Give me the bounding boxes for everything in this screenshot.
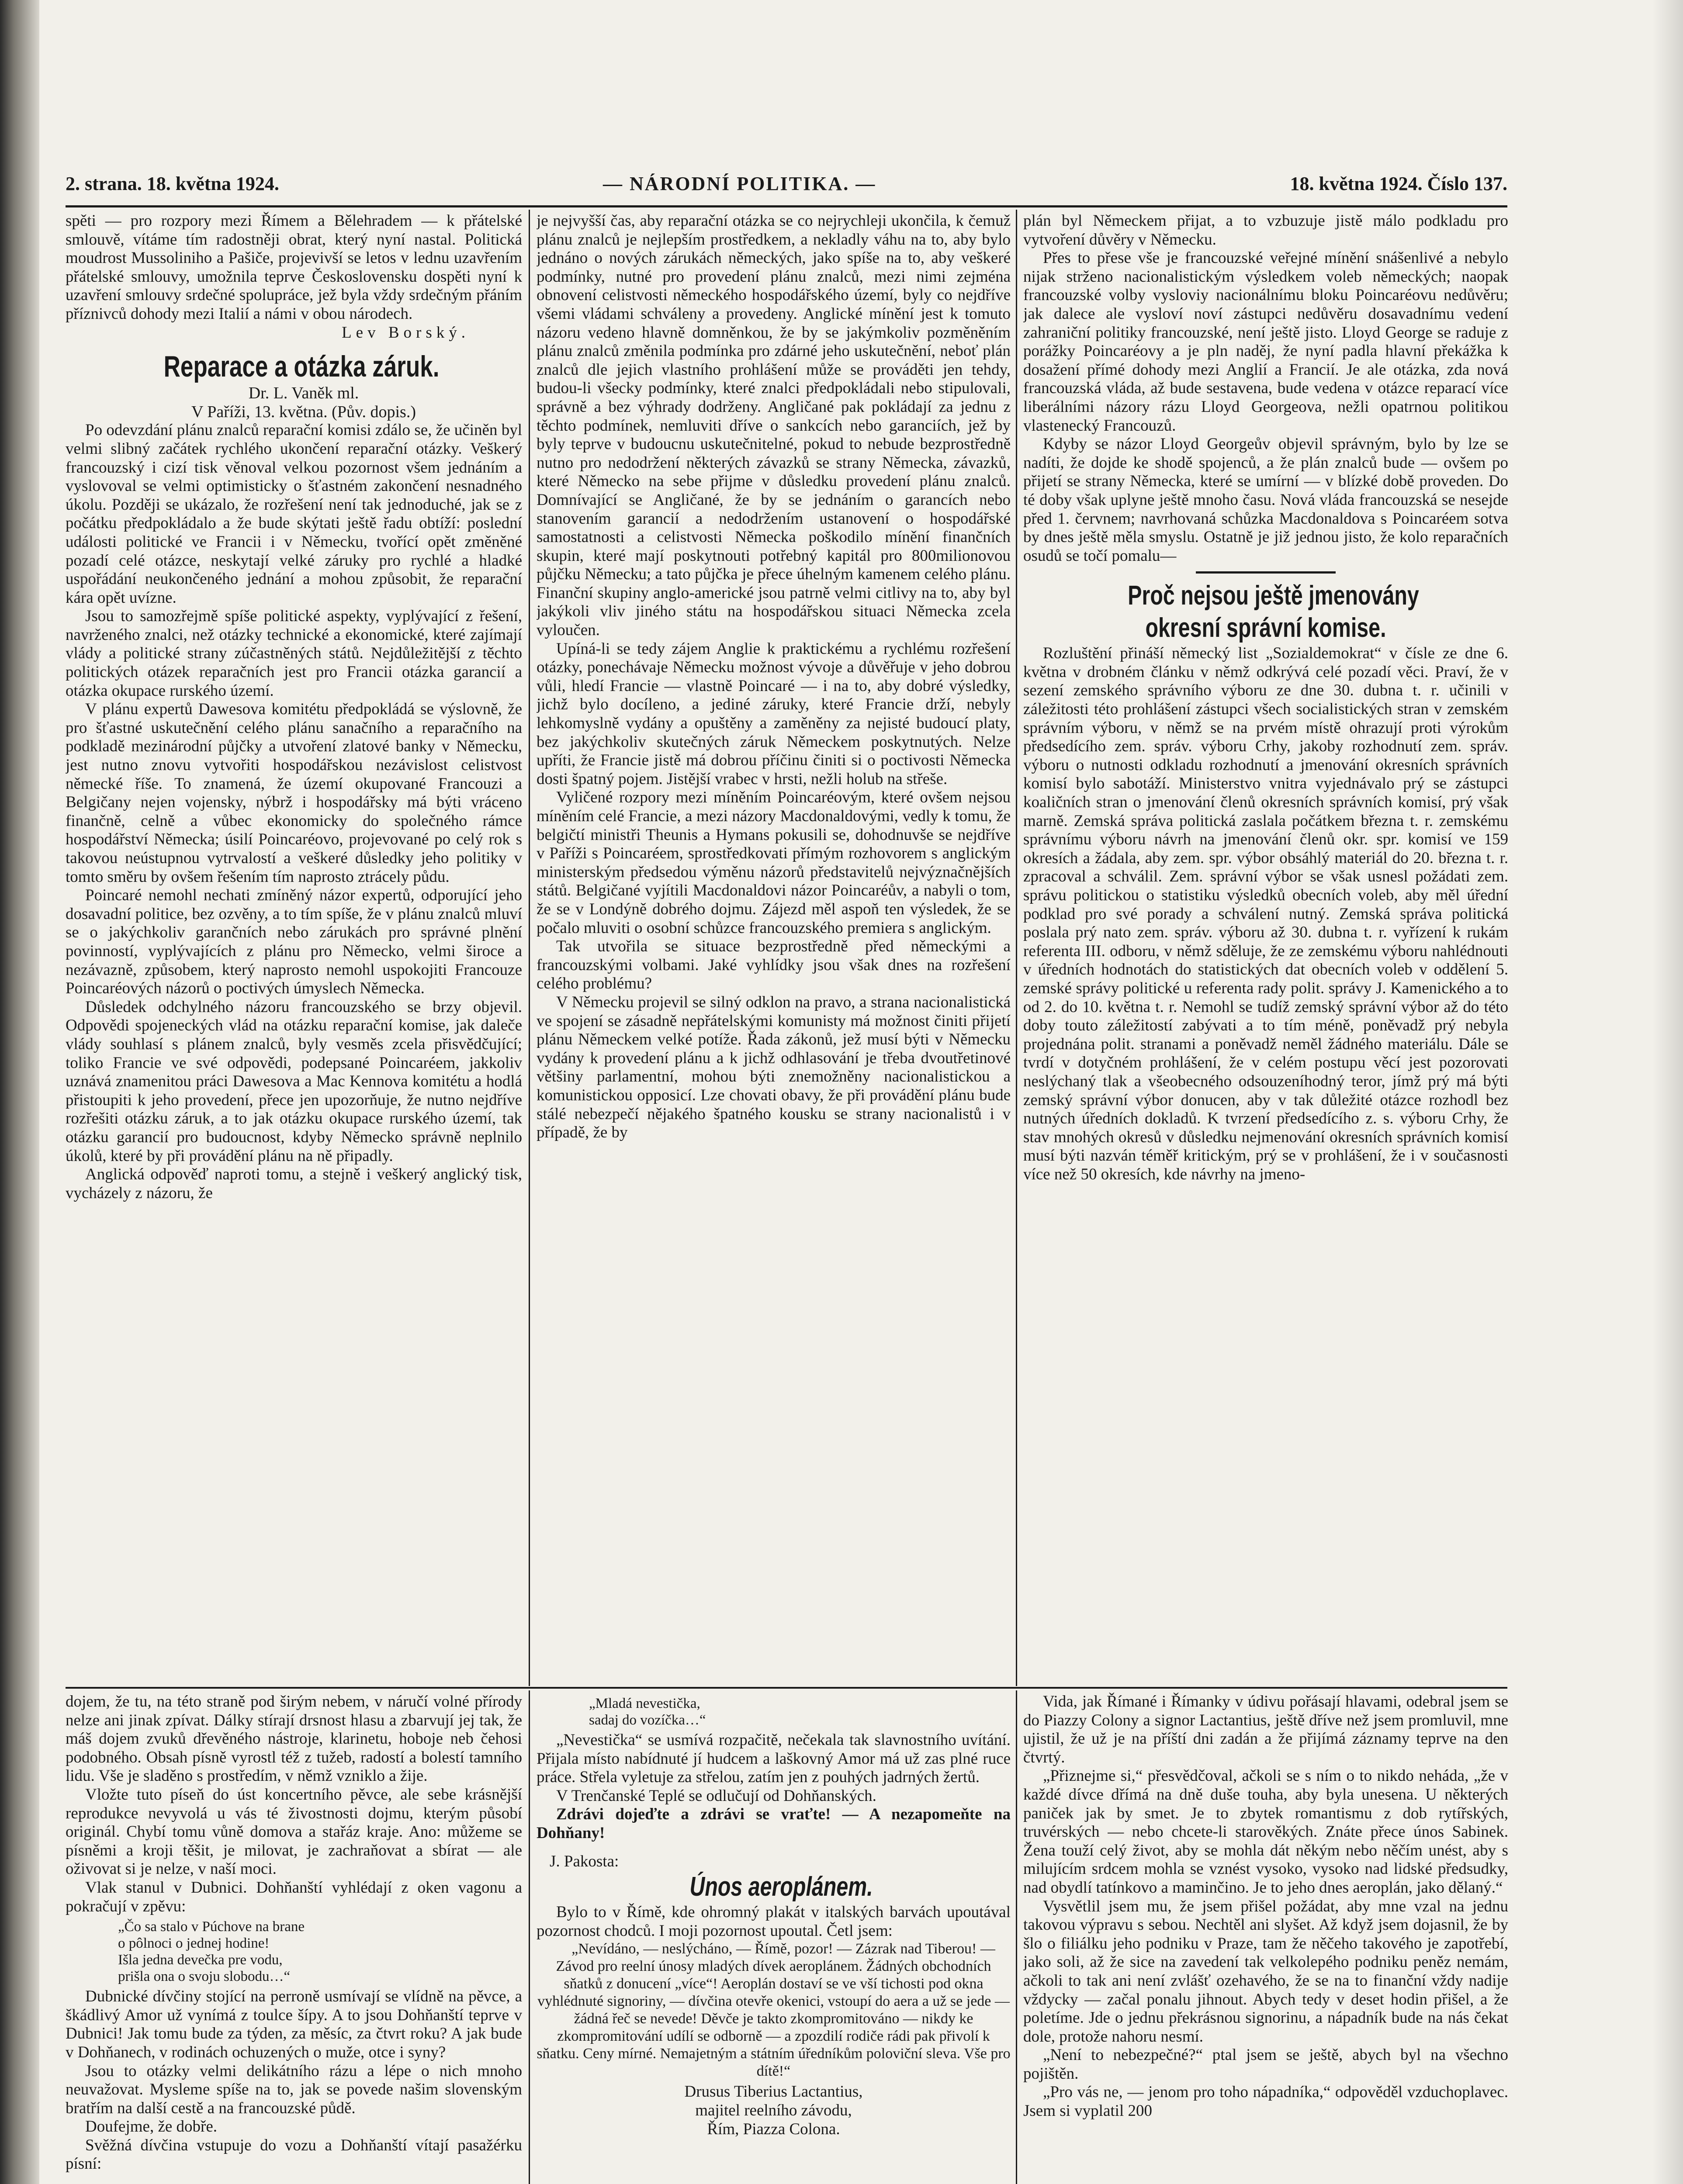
header-page-date: 2. strana. 18. května 1924. (66, 173, 279, 194)
column-3 (1023, 212, 1508, 1684)
headline-unos-aeroplanem: Únos aeroplánem. (689, 1872, 873, 1902)
song-verse (118, 1918, 522, 1985)
song-verse (589, 1695, 1011, 1728)
byline-author: Dr. L. Vaněk ml. (248, 384, 359, 403)
verse-line: sadaj do vozíčka…“ (589, 1712, 706, 1728)
verse-line: o pôlnoci o jednej hodine! (118, 1935, 270, 1952)
article-signature: Lev Borský. (342, 323, 470, 342)
paragraph: V plánu expertů Dawesova komitétu předpokládá se výslovně, že pro šťastné uskutečnění celého plánu sanačního a reparačního na podkladě mezinárodní půjčky a utvoření zlatové banky v Německu, jest nutno znovu vytvořiti hospodářskou nezávislost celistvost německé říše. To znamená, že území okupované Francouzi a Belgičany nejen vojensky, nýbrž i hospodářsky má býti vráceno finančně, celně a vůbec ekonomicky do společného rámce hospodářství Německa; úsilí Poincaréovo, projevované po celý rok s takovou neústupnou vytrvalostí a veškeré důsledky jeho politiky v tomto směru by ovšem řešením tím naprosto ztrácely půdu. (66, 700, 522, 886)
paragraph: V Německu projevil se silný odklon na pravo, a strana nacionalistická ve spojení se zásadně nepřátelskými komunisty má možnost činiti přijetí plánu Německem velké potíže. Řada zákonů, jež musí býti v Německu vydány k provedení plánu a k jichž odhlasování je třeba dvoutřetinové většiny parlamentní, mohou býti znemožněny nacionalistickou a komunistickou opposicí. Lze chovati obavy, že při provádění plánu bude stálé nebezpečí nějakého špatného kousku se strany nacionalistů i v případě, že by (537, 993, 1011, 1142)
page-binding-edge (0, 0, 39, 2184)
paragraph: Kdyby se názor Lloyd Georgeův objevil správným, bylo by lze se nadíti, že dojde ke shodě spojenců, a že plán znalců bude — ovšem po přijetí se strany Německa, které se umírní — v blízké době proveden. Do té doby však uplyne ještě mnoho času. Nová vláda francouzská se nesejde před 1. červnem; navrhovaná schůzka Macdonaldova s Poincaréem sotva by dnes ještě měla smyslu. Ostatně je již jednou jisto, že kolo reparačních osudů se točí pomalu— (1023, 435, 1508, 565)
page-header (66, 173, 1507, 203)
verse-line: „Čo sa stalo v Púchove na brane (118, 1919, 305, 1935)
paragraph: Vida, jak Římané i Římanky v údivu pořásají hlavami, odebral jsem se do Piazzy Colony a signor Lactantius, ještě dříve než jsem promluvil, mne ujistil, že už je na příští dni zadán a že přijímá záznamy teprve na den čtvrtý. (1023, 1693, 1508, 1766)
paragraph: Důsledek odchylného názoru francouzského se brzy objevil. Odpovědi spojeneckých vlád na otázku reparační komise, jak daleče vlády souhlasí s plánem znalců, byly vesměs zcela přisvědčující; toliko Francie ve své odpovědi, podepsané Poincaréem, jakkoliv uznává znamenitou práci Dawesova a Mac Kennova komitétu a hodlá přistoupiti k jeho provedení, přece jen upozorňuje, že nutno nejdříve rozřešiti otázku záruk, a to jak otázku okupace rurského území, tak otázku garancií pro budoucnost, kdyby Německo správně neplnilo úkolů, které by při provádění plánu na ně připadly. (66, 998, 522, 1165)
paragraph: Tak utvořila se situace bezprostředně před německými a francouzskými volbami. Jaké vyhlídky jsou však dnes na rozřešení celého problému? (537, 937, 1011, 993)
feuilleton-column-2 (537, 1693, 1011, 2184)
paragraph: „Nevestička“ se usmívá rozpačitě, nečekala tak slavnostního uvítání. Přijala místo nabídnuté jí hudcem a laškovný Amor má už zas plné ruce práce. Střela vyletuje za střelou, zatím jen z pouhých jadrných žertů. (537, 1731, 1011, 1787)
paragraph: Svěžná dívčina vstupuje do vozu a Dohňanští vítají pasažérku písní: (66, 2136, 522, 2173)
column-divider-3 (529, 1690, 530, 2184)
feuilleton-column-3 (1023, 1693, 1508, 2184)
paragraph: Vyličené rozpory mezi míněním Poincaréovým, které ovšem nejsou míněním celé Francie, a mezi názory Macdonaldovými, vedly k tomu, že belgičtí ministři Theunis a Hymans pokusili se, dohodnuvše se nejdříve v Paříži s Poincaréem, sprostředkovati přímým rozhovorem s anglickým ministerským předsedou výměnu názorů představitelů nejvýznačnějších států. Belgičané vyjítili Macdonaldovi názor Poincaréův, a nabyli o tom, že se v Londýně dobrého dojmu. Zájezd měl aspoň ten výsledek, že se počalo mluviti o osobní schůzce francouzského premiera s anglickým. (537, 788, 1011, 937)
dateline: V Paříži, 13. května. (Pův. dopis.) (191, 402, 416, 421)
paragraph: Upíná-li se tedy zájem Anglie k praktickému a rychlému rozřešení otázky, ponechávaje Německu možnost vývoje a důvěřuje v jeho dobrou vůli, hledí Francie — vlastně Poincaré — i na to, aby dobré výsledky, jichž bylo docíleno, a jediné záruky, které Francie drží, nebyly lehkomyslně vydány a opuštěny a zaměněny za nejisté budoucí platy, bez jakýchkoliv skutečných záruk Německem poskytnutých. Nelze upříti, že Francie jistě má dobrou příčinu činiti si o poctivosti Německa dosti špatný pojem. Jistější vrabec v hrsti, nežli holub na střeše. (537, 639, 1011, 788)
masthead-title: — NÁRODNÍ POLITIKA. — (603, 173, 876, 194)
column-divider-1 (529, 210, 530, 1686)
paragraph: dojem, že tu, na této straně pod širým nebem, v náručí volné přírody nelze ani jinak zpívat. Dálky stírají drsnost hlasu a zbarvují jej tak, že máš dojem zvuků dřevěného nástroje, klarinetu, hoboje neb čehosi podobného. Obsah písně vyrostl též z tužeb, radostí a bolestí tamního lidu. Vše je sladěno s prostředím, v němž vzniklo a žije. (66, 1693, 522, 1785)
signature-line: Drusus Tiberius Lactantius, (684, 2083, 863, 2101)
article-continuation: spěti — pro rozpory mezi Římem a Bělehradem — k přátelské smlouvě, vítáme tím radostněji obrat, který nyní nastal. Politická moudrost Mussoliniho a Pašiče, projevivší se letos v lednu uzavřením přátelské smlouvy, umožnila teprve Československu dospěti nyní k uzavření smlouvy srdečné spolupráce, jež byla vždy srdečným přáním příznivců dohody mezi Italií a námi v obou národech. (66, 212, 522, 323)
paragraph: je nejvyšší čas, aby reparační otázka se co nejrychleji ukončila, k čemuž plánu znalců je nejlepším prostředkem, a nekladly váhu na to, aby bylo jednáno o nových zárukách německých, jako spíše na to, aby veškeré podmínky, nutné pro provedení plánu znalců, mezi nimi zejména obnovení celistvosti německého hospodářského území, byly co nejdříve všemi vládami schváleny a provedeny. Anglické mínění jest k tomuto názoru vedeno hlavně domněnkou, že by se jakýmkoliv pozměněním plánu znalců změnila podmínka pro zdárné jeho uskutečnění, neboť plán znalců dle jejich vlastního prohlášení může se prováděti jen tehdy, budou-li všecky podmínky, které znalci předpokládali nebo stipulovali, správně a bez výhrady dodrženy. Angličané pak pokládají za jednu z těchto podmínek, nemluviti dříve o sankcích nebo garanciích, jež by byly teprve v budoucnu uskutečnitelné, pokud to nebude bezprostředně nutno pro nedodržení některých závazků se strany Německa, závazků, které Německo na sebe přijme v důsledku provedení plánu znalců. Domnívající se Angličané, že by se jednáním o garancích nebo stanovením garancií a nedodržením ustanovení o hospodářské samostatnosti a celistvosti Německa poškodilo mínění finančních skupin, které mají poskytnouti potřebný kapitál pro 800milionovou půjčku Německu; a tato půjčka je přece úhelným kamenem celého plánu. Finanční skupiny anglo-americké jsou patrně velmi citlivy na to, aby byl jakýkoli vliv jiného státu na hospodářskou situaci Německa zcela vyloučen. (537, 212, 1011, 639)
paragraph: Zdrávi dojeďte a zdrávi se vraťte! — A nezapomeňte na Dohňany! (537, 1805, 1011, 1842)
verse-line: Išla jedna devečka pre vodu, (118, 1952, 283, 1968)
paragraph: Rozluštění přináší německý list „Sozialdemokrat“ v čísle ze dne 6. května v drobném článku v němž odkrývá celé pozadí věci. Praví, že v sezení zemského správního výboru ze dne 30. dubna t. r. učinili v záležitosti této prohlášení zástupci všech socialistických stran v zemském správním výboru, v němž se na prvém místě ohrazují proti výrokům předsedícího zem. správ. výboru Crhy, jakoby rozhodnutí zem. správ. výboru o nutnosti odkladu rozhodnutí a jmenování okresních správních komisí bylo sabotáží. Ministerstvo vnitra vyjednávalo prý se zástupci koaličních stran o jmenování členů okresních správních komisí, prý však marně. Zemská správa politická zaslala počátkem března t. r. zemskému správnímu výboru návrh na jmenování členů okr. spr. komisí ve 159 okresích a žádala, aby zem. spr. výbor obsáhlý materiál do 20. března t. r. zpracoval a schválil. Zem. správní výbor se však usnesl požádati zem. správu politickou o statistiku výsledků obecních voleb, aby měl úřední podklad pro své porady a schválení nutný. Zemská správa politická poslala prý nato zem. správ. výboru až 30. dubna t. r. vyřízení k rukám referenta III. odboru, v němž sděluje, že ze zemskému výboru nahlédnouti v úředních hodnotách do statistických dat obecních voleb v oddělení 5. zemské správy politické u referenta rady polit. správy J. Kamenického a to od 2. do 10. května t. r. Nemohl se tudíž zemský správní výbor až do této doby touto záležitostí zabývati a to tím méně, poněvadž prý nebyla projednána polit. stranami a poněvadž neměl žádného materiálu. Dále se tvrdí v dotyčném prohlášení, že v celém postupu věcí jest pozorovati neslýchaný tlak a všeobecného odsouzeníhodný teror, jímž prý má býti zemský správní výbor donucen, aby v tak důležité otázce rozhodl bez nutných úředních dokladů. K tvrzení předsedícího z. s. výboru Crhy, že stav mnohých okresů v důsledku nejmenování okresních správních komisí musí býti nazván téměř kritickým, prý se v prohlášení, že i v současnosti více než 50 okresích, kde návrhy na jmeno- (1023, 644, 1508, 1183)
column-divider-4 (1016, 1690, 1017, 2184)
header-rule (66, 205, 1507, 207)
verse-line: „Mladá nevestička, (589, 1696, 700, 1711)
page-edge-shadow (1652, 0, 1683, 2184)
column-1 (66, 212, 522, 1684)
paragraph: „Pro vás ne, — jenom pro toho nápadníka,“ odpověděl vzduchoplavec. Jsem si vyplatil 200 (1023, 2083, 1508, 2120)
paragraph: Vložte tuto píseň do úst koncertního pěvce, ale sebe krásnější reprodukce nevyvolá u vás té živostnosti dojmu, kterým působí originál. Chybí tomu vůně domova a stařáz kraje. Ano: můžeme se písněmi a kroji těšit, je milovat, je zachraňovat a sbírat — ale oživovat si je nelze, v naší moci. (66, 1785, 522, 1878)
paragraph: V Trenčanské Teplé se odlučují od Dohňanských. (556, 1787, 876, 1805)
verse-line: prišla ona o svoju slobodu…“ (118, 1969, 291, 1985)
column-divider-2 (1016, 210, 1017, 1686)
feuilleton-column-1 (66, 1693, 522, 2184)
paragraph: Jsou to otázky velmi delikátního rázu a lépe o nich mnoho neuvažovat. Mysleme spíše na to, jak se povede našim slovenským bratřím na další cestě a na francouzské půdě. (66, 2062, 522, 2117)
poster-signature (537, 2083, 1011, 2139)
feuilleton-rule (66, 1687, 1507, 1689)
paragraph: „Přiznejme si,“ přesvědčoval, ačkoli se s ním o to nikdo neháda, „že v každé dívce dřímá na dně duše touha, aby byla unesena. U některých paniček jak by smet. Je to zbytek romantismu z dob rytířských, truvérských — nebo chcete-li starověkých. Znáte přece únos Sabinek. Žena touží celý život, aby se mohla dát někým nebo něčím unést, aby s milujícím srdcem mohla se vznést vysoko, vysoko nad lidské předsudky, nad obydlí tatínkovo a maminčino. Je to jeho dnes aeroplán, jako dělaný.“ (1023, 1767, 1508, 1897)
column-2 (537, 212, 1011, 1684)
paragraph: Vysvětlil jsem mu, že jsem přišel požádat, aby mne vzal na jednu takovou výpravu s sebou. Nechtěl ani slyšet. Až když jsem dojasnil, že by šlo o filiálku jeho podniku v Praze, tam že něčeho takového je zapotřebí, jako soli, až že sice na zavedení tak velkolepého podniku peněz nemám, ačkoli to tak ani není zvlášť ozehavého, že se na to finanční vždy nadije vždycky — začal ponalu jihnout. Abych tedy v deset hodin přišel, a že poletíme. Jde o jednu překrásnou signorinu, a nápadník bude na nás čekat dole, protože nahoru nesmí. (1023, 1897, 1508, 2046)
paragraph: Po odevzdání plánu znalců reparační komisi zdálo se, že učiněn byl velmi slibný začátek rychlého ukončení reparační otázky. Veškerý francouzský i cizí tisk věnoval velkou pozornost všem jednáním a vyslovoval se velmi optimisticky o šťastném zakončení nesnadného úkolu. Později se ukázalo, že rozřešení není tak jednoduché, jak se z počátku předpokládalo a že bude skýtati ještě řadu obtíží: poslední události politické ve Francii i v Německu, tvořící opět změněné pozadí celé otázce, neskytají velké záruky pro rychlé a hladké uspořádání neukončeného jednání a mohou způsobit, že reparační kára opět uvízne. (66, 421, 522, 607)
paragraph: Poincaré nemohl nechati zmíněný názor expertů, odporující jeho dosavadní politice, bez ozvěny, a to tím spíše, že v plánu znalců mluví se o jakýchkoliv garančních nebo zárukách pro správné plnění povinností, vyplývajících z plánu pro Německo, velmi široce a nezávazně, způsobem, který naprosto nemohl uspokojiti Francouze Poincaréových názorů o poctivých úmyslech Německa. (66, 886, 522, 998)
paragraph: Bylo to v Římě, kde ohromný plakát v italských barvách upoutával pozornost chodců. I moji pozornost upoutal. Četl jsem: (537, 1903, 1011, 1940)
headline-reparace: Reparace a otázka záruk. (163, 350, 440, 384)
paragraph: Vlak stanul v Dubnici. Dohňanští vyhlédají z oken vagonu a pokračují v zpěvu: (66, 1878, 522, 1915)
header-issue-number: 18. května 1924. Číslo 137. (1290, 173, 1507, 194)
poster-text: „Nevídáno, — neslýcháno, — Římě, pozor! — Zázrak nad Tiberou! — Závod pro reelní únosy mladých dívek aeroplánem. Žádných obchodních sňatků z donucení „více“! Aeroplán dostaví se ve vší tichosti pod okna vyhlédnuté signoriny, — dívčina otevře okenici, vstoupí do aera a už se jede — žádná řeč se nevede! Děvče je takto zkompromitováno — nikdy ke zkompromitování udílí se odborně — a zpozdilí rodiče rádi pak přivolí k sňatku. Ceny mírné. Nemajetným a státním úředníkům poloviční sleva. Vše pro dítě!“ (537, 1941, 1011, 2080)
section-separator (1196, 571, 1336, 574)
feuilleton-author: J. Pakosta: (550, 1852, 619, 1870)
signature-line: Řím, Piazza Colona. (707, 2120, 840, 2138)
paragraph: Dubnické dívčiny stojící na perroně usmívají se vlídně na pěvce, a škádlivý Amor už vynímá z toulce šípy. A to jsou Dohňanští teprve v Dubnici! Jak tomu bude za týden, za měsíc, za čtvrt roku? A jak bude v Dohňanech, v rodinách ochuzených o muže, otce i syny? (66, 1987, 522, 2061)
paragraph: Jsou to samozřejmě spíše politické aspekty, vyplývající z řešení, navrženého znalci, než otázky technické a ekonomické, které zajímají vlády a politické strany zúčastněných států. Nejdůležitější z těchto politických otázek reparačních jest pro Francii otázka garancií a otázka okupace rurského území. (66, 607, 522, 700)
paragraph: Přes to přese vše je francouzské veřejné mínění snášenlivé a nebylo nijak strženo nacionalistickým výsledkem voleb německých; naopak francouzské volby vysloviy nacionálnímu bloku Poincaréovu nedůvěru; jak dalece ale vysloví noví zástupci nedůvěru dosavadnímu vedení zahraniční politiky francouzské, není ještě jisto. Lloyd George se raduje z porážky Poincaréovy a je pln naděj, že nyní padla hlavní překážka k dosažení přímé dohody mezi Anglií a Francií. Je ale otázka, zda nová francouzská vláda, až bude sestavena, bude vedena v otázce reparací více liberálními názory rázu Lloyd Georgeova, nežli opatrnou politikou vlastenecký Francouzů. (1023, 249, 1508, 435)
paragraph: plán byl Německem přijat, a to vzbuzuje jistě málo podkladu pro vytvoření důvěry v Německu. (1023, 212, 1508, 249)
paragraph: „Není to nebezpečné?“ ptal jsem se ještě, abych byl na všechno pojištěn. (1023, 2046, 1508, 2083)
headline-okresni-komise: Proč nejsou ještě jmenovány okresní správní komise. (1128, 581, 1419, 643)
signature-line: majitel reelního závodu, (695, 2101, 852, 2119)
paragraph: Anglická odpověď naproti tomu, a stejně i veškerý anglický tisk, vycházely z názoru, že (66, 1165, 522, 1202)
paragraph: Doufejme, že dobře. (85, 2118, 218, 2136)
